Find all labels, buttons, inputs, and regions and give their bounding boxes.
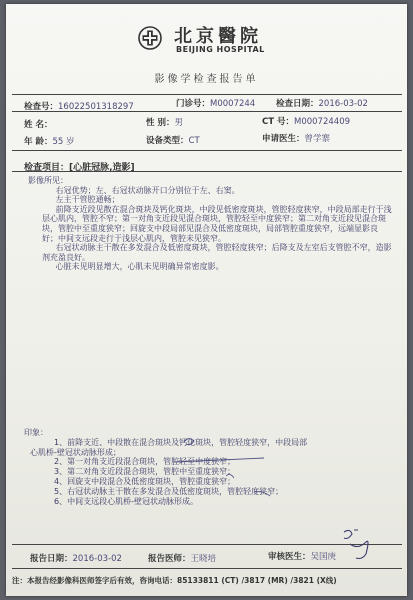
ct-no-field: CT 号：M000724409 xyxy=(262,117,351,127)
impression-item: 心肌桥-壁冠状动脉形成； xyxy=(30,447,121,457)
report-date-value: 2016-03-02 xyxy=(72,554,122,564)
findings-line: 右冠优势；左、右冠状动脉开口分别位于左、右窦。 xyxy=(55,185,240,195)
sex-field: 性 别：男 xyxy=(146,118,183,128)
impression-heading: 印象： xyxy=(24,428,48,437)
row-rule-2 xyxy=(12,150,402,151)
doctor-field: 申请医生：曾学寨 xyxy=(262,134,331,144)
impression-item: 4、回旋支中段混合及低密度斑块，管腔重度狭窄； xyxy=(54,476,236,486)
impression-item: 5、右冠状动脉主干散在多发混合及低密度斑块，管腔轻度狭窄； xyxy=(54,486,284,496)
age-field: 年 龄：55 岁 xyxy=(24,137,75,147)
impression-item: 1、前降支近、中段散在混合斑块及钙化斑块，管腔轻度狭窄，中段局部 xyxy=(54,437,308,447)
report-doctor-value: 王晓培 xyxy=(190,554,217,564)
age-value: 55 岁 xyxy=(52,137,75,147)
review-doctor-value: 吴国庚 xyxy=(310,552,337,562)
check-no-field: 检查号：16022501318297 xyxy=(24,102,134,112)
doctor-value: 曾学寨 xyxy=(304,134,331,144)
clinic-no-field: 门诊号：M0007244 xyxy=(176,99,256,109)
handwritten-signature-icon xyxy=(336,524,386,564)
top-rule xyxy=(12,94,402,95)
name-field: 姓 名： xyxy=(24,120,53,130)
impression-item: 2、第一对角支近段混合斑块，管腔轻至中度狭窄； xyxy=(54,457,236,467)
findings-line: 前降支近段见散在混合斑块及钙化斑块，中段见低密度斑块，管腔轻度狭窄，中段局部走行于浅层心肌内，管腔不窄；第一对角支近段见混合斑块，管腔轻至中度狭窄；第二对角支近段见混合斑块，管腔中至重度狭窄；回旋支中段局部见混合及低密度斑块，局部管腔重度狭窄，远端显影良好；中间支远段走行于浅层心肌内，管腔未见狭窄。 xyxy=(42,204,392,243)
hospital-name-cn: 北京醫院 xyxy=(174,26,262,47)
findings-line: 心脏未见明显增大，心肌未见明确异常密度影。 xyxy=(55,262,224,272)
exam-items-value: [心脏冠脉,造影] xyxy=(69,163,135,173)
impression-item: 3、第二对角支近段混合斑块，管腔中至重度狭窄； xyxy=(54,467,236,477)
cross-emblem-icon xyxy=(138,26,162,50)
findings-line: 左主干管腔通畅； xyxy=(55,195,120,205)
check-date-value: 2016-03-02 xyxy=(318,99,368,109)
findings-heading: 影像所见： xyxy=(28,176,68,185)
ct-no-value: M000724409 xyxy=(294,117,351,127)
footer-note: 注：本报告经影像科医师签字后有效，咨询电话：85133811 (CT) /3817 (MR) /3821 (X线) xyxy=(12,576,337,585)
check-date-field: 检查日期：2016-03-02 xyxy=(276,99,368,109)
report-date-field: 报告日期：2016-03-02 xyxy=(30,554,122,564)
hospital-name-en: BEIJING HOSPITAL xyxy=(176,45,265,54)
findings-line: 右冠状动脉主干散在多发混合及低密度斑块，管腔轻度狭窄；后降支及左室后支管腔不窄，造影剂充盈良好。 xyxy=(42,243,392,262)
exam-items: 检查项目：[心脏冠脉,造影] xyxy=(24,163,135,173)
row-rule-5 xyxy=(12,568,402,569)
report-title: 影像学检查报告单 xyxy=(154,74,259,85)
clinic-no-value: M0007244 xyxy=(210,99,256,109)
check-no-value: 16022501318297 xyxy=(58,102,134,112)
report-sheet xyxy=(6,4,407,596)
impression-item: 6、中间支远段心肌桥-壁冠状动脉形成。 xyxy=(54,496,198,506)
sex-value: 男 xyxy=(174,118,183,128)
report-doctor-field: 报告医师：王晓培 xyxy=(148,554,217,564)
findings-section xyxy=(28,176,392,272)
device-value: CT xyxy=(188,136,200,146)
row-rule-3 xyxy=(12,171,402,172)
review-doctor-field: 审核医生：吴国庚 xyxy=(268,552,337,562)
pen-annotation-marks xyxy=(166,432,306,502)
device-field: 设备类型：CT xyxy=(146,136,200,146)
row-rule-1 xyxy=(12,111,402,112)
